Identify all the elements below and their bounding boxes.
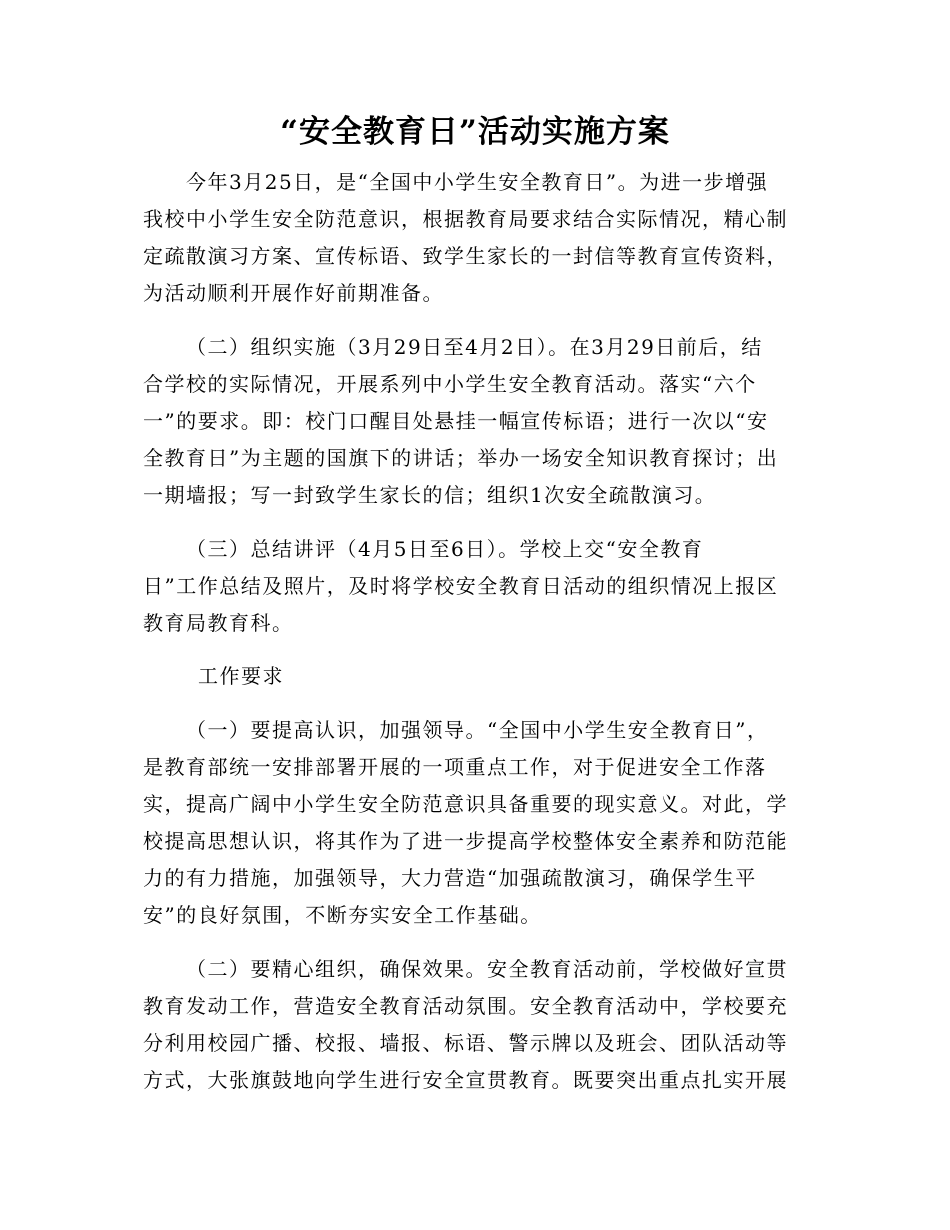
- paragraph-line: （二）要精心组织，确保效果。安全教育活动前，学校做好宣贯: [186, 957, 788, 981]
- paragraph-line: 是教育部统一安排部署开展的一项重点工作，对于促进安全工作落: [143, 755, 767, 779]
- paragraph-line: （三）总结讲评（4月5日至6日）。学校上交“安全教育: [186, 537, 704, 561]
- paragraph-line: 我校中小学生安全防范意识，根据教育局要求结合实际情况，精心制: [143, 207, 788, 231]
- paragraph-line: （一）要提高认识，加强领导。“全国中小学生安全教育日”，: [186, 718, 769, 742]
- paragraph-line: 分利用校园广播、校报、墙报、标语、警示牌以及班会、团队活动等: [143, 1031, 788, 1055]
- paragraph-line: 为活动顺利开展作好前期准备。: [143, 281, 444, 305]
- paragraph-line: 实，提高广阔中小学生安全防范意识具备重要的现实意义。对此，学: [143, 792, 788, 816]
- paragraph-line: 全教育日”为主题的国旗下的讲话；举办一场安全知识教育探讨；出: [143, 446, 779, 470]
- paragraph-line: 安”的良好氛围，不断夯实安全工作基础。: [143, 903, 542, 927]
- document-title: “安全教育日”活动实施方案: [280, 114, 670, 150]
- paragraph-line: 力的有力措施，加强领导，大力营造“加强疏散演习，确保学生平: [143, 866, 757, 890]
- paragraph-line: 合学校的实际情况，开展系列中小学生安全教育活动。落实“六个: [143, 372, 757, 396]
- paragraph-line: 方式，大张旗鼓地向学生进行安全宣贯教育。既要突出重点扎实开展: [143, 1068, 788, 1092]
- paragraph-line: 教育发动工作，营造安全教育活动氛围。安全教育活动中，学校要充: [143, 994, 788, 1018]
- paragraph-line: 校提高思想认识，将其作为了进一步提高学校整体安全素养和防范能: [143, 829, 788, 853]
- section-heading: 工作要求: [198, 664, 284, 688]
- paragraph-line: （二）组织实施（3月29日至4月2日）。在3月29日前后，结: [186, 335, 763, 359]
- paragraph-line: 定疏散演习方案、宣传标语、致学生家长的一封信等教育宣传资料，: [143, 244, 788, 268]
- paragraph-line: 教育局教育科。: [143, 611, 294, 635]
- paragraph-line: 今年3月25日，是“全国中小学生安全教育日”。为进一步增强: [186, 170, 769, 194]
- paragraph-line: 日”工作总结及照片，及时将学校安全教育日活动的组织情况上报区: [143, 574, 779, 598]
- paragraph-line: 一”的要求。即：校门口醒目处悬挂一幅宣传标语；进行一次以“安: [143, 409, 769, 433]
- paragraph-line: 一期墙报；写一封致学生家长的信；组织1次安全疏散演习。: [143, 483, 717, 507]
